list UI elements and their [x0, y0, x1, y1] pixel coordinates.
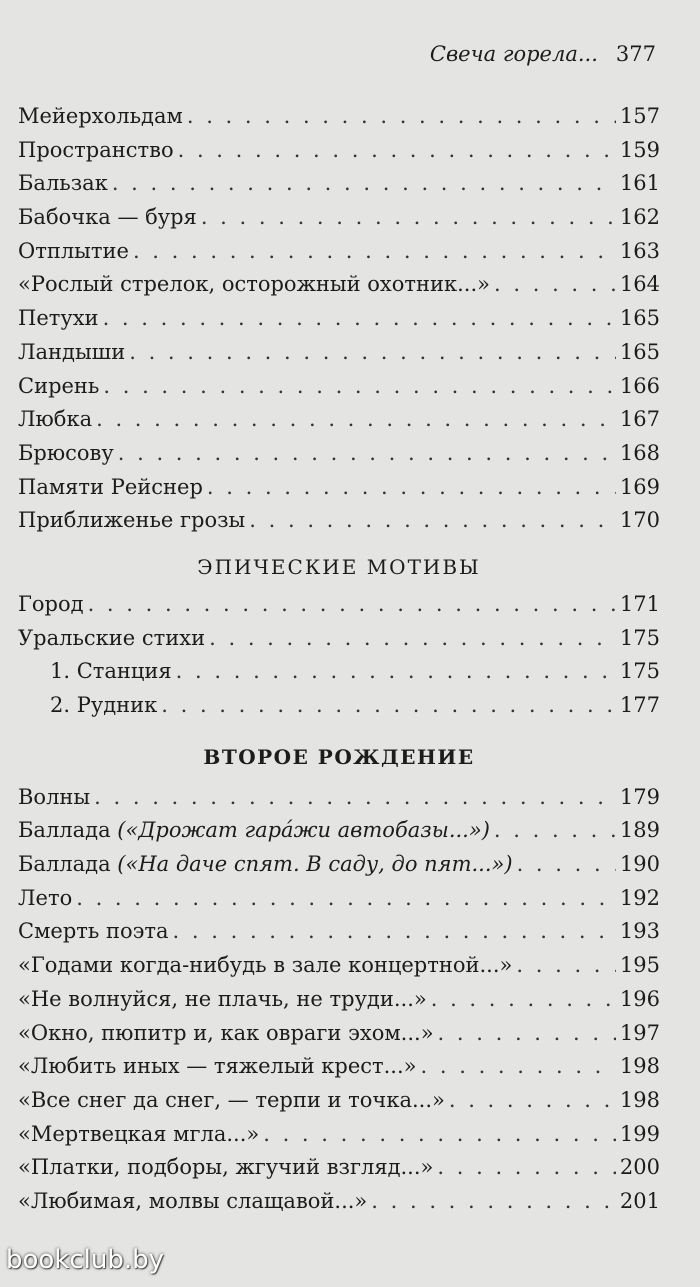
- toc-entry-title: Приближенье грозы: [18, 508, 246, 533]
- toc-entry-page: 177: [619, 693, 660, 717]
- dot-leader: [207, 471, 616, 505]
- toc-entry: [18, 983, 660, 1017]
- toc-entry-page: 169: [619, 474, 660, 499]
- dot-leader: [438, 1017, 616, 1051]
- toc-entry-title: Город: [18, 591, 84, 616]
- dot-leader: [209, 622, 616, 656]
- toc-entry: [18, 370, 660, 404]
- dot-leader: [187, 100, 616, 134]
- toc-entry-page: 192: [619, 885, 660, 910]
- toc-entry-title: Любка: [18, 407, 93, 432]
- toc-entry-title: 1. Станция: [50, 659, 172, 684]
- dot-leader: [76, 882, 616, 916]
- toc-entry-title: Мейерхольдам: [18, 104, 183, 128]
- toc-entry-title: «Мертвецкая мгла...»: [18, 1121, 260, 1146]
- toc-entry-note: («На даче спят. В саду, до пят...»): [117, 852, 513, 877]
- toc-entry-page: 197: [619, 1020, 660, 1045]
- toc-entry-page: 201: [619, 1188, 660, 1213]
- toc-entry: [18, 588, 660, 622]
- toc-entry-page: 157: [619, 104, 660, 128]
- dot-leader: [88, 588, 616, 622]
- toc-entry-page: 162: [619, 205, 660, 230]
- toc-entry-title: Отплытие: [18, 238, 129, 263]
- toc-entry-page: 164: [619, 272, 660, 297]
- running-title: Свеча горела...: [429, 42, 598, 66]
- toc-entry-page: 196: [619, 986, 660, 1011]
- toc-entry-page: 189: [619, 818, 660, 843]
- toc-entry-page: 168: [619, 440, 660, 465]
- toc-entry: [18, 302, 660, 336]
- dot-leader: [516, 949, 616, 983]
- toc-entry: [18, 403, 660, 437]
- toc-entry-title-wrap: [18, 848, 513, 882]
- section-heading-second-birth: ВТОРОЕ РОЖДЕНИЕ: [203, 744, 475, 769]
- toc-entry-title: Смерть поэта: [18, 919, 169, 944]
- toc-entry-page: 167: [619, 407, 660, 432]
- toc-entry-page: 195: [619, 953, 660, 978]
- toc-entry-page: 200: [619, 1155, 660, 1180]
- toc-entry-title: Петухи: [18, 306, 99, 331]
- toc-entry-title: «Рослый стрелок, осторожный охотник...»: [18, 272, 491, 297]
- toc-entry-page: 199: [619, 1121, 660, 1146]
- toc-entry-page: 198: [619, 1054, 660, 1079]
- toc-entry-title: Памяти Рейснер: [18, 474, 203, 499]
- toc-entry-title: 2. Рудник: [50, 693, 158, 717]
- toc-entry-title: «Все снег да снег, — терпи и точка...»: [18, 1087, 445, 1112]
- dot-leader: [161, 689, 616, 723]
- toc-entry: [18, 437, 660, 471]
- toc-entry: [18, 1050, 660, 1084]
- toc-entry-page: 198: [619, 1087, 660, 1112]
- dot-leader: [112, 167, 616, 201]
- toc-entry: [18, 814, 660, 848]
- toc-subentry: [18, 689, 660, 723]
- watermark: bookclub.by: [6, 1245, 165, 1275]
- toc-entry-title: Баллада: [18, 818, 111, 843]
- toc-entry-title: «Любимая, молвы слащавой...»: [18, 1188, 368, 1213]
- toc-entry: [18, 201, 660, 235]
- toc-entry-title: Баллада: [18, 852, 111, 877]
- toc-entry: [18, 1017, 660, 1051]
- toc-entry-page: 190: [619, 852, 660, 877]
- toc-entry-title: Сирень: [18, 373, 100, 398]
- toc-entry: [18, 949, 660, 983]
- toc-entry: [18, 504, 660, 538]
- toc-subentry: [18, 655, 660, 689]
- toc-entry-title: Пространство: [18, 137, 174, 162]
- toc-entry-page: 159: [619, 137, 660, 162]
- toc-entry-title-wrap: [18, 814, 490, 848]
- dot-leader: [371, 1185, 616, 1219]
- dot-leader: [449, 1084, 616, 1118]
- dot-leader: [263, 1118, 616, 1152]
- table-of-contents: [18, 100, 660, 1219]
- toc-entry-title: Бабочка — буря: [18, 205, 197, 230]
- dot-leader: [173, 915, 616, 949]
- page-number: 377: [615, 42, 656, 66]
- toc-entry: [18, 622, 660, 656]
- toc-entry-page: 161: [619, 171, 660, 196]
- toc-entry-page: 171: [619, 591, 660, 616]
- toc-entry: [18, 336, 660, 370]
- toc-entry-page: 193: [619, 919, 660, 944]
- dot-leader: [517, 848, 616, 882]
- toc-entry-page: 163: [619, 238, 660, 263]
- dot-leader: [129, 336, 616, 370]
- toc-entry: [18, 134, 660, 168]
- section-heading-epic-motifs: ЭПИЧЕСКИЕ МОТИВЫ: [197, 554, 481, 579]
- page-header: [430, 42, 656, 66]
- toc-entry: [18, 268, 660, 302]
- dot-leader: [201, 201, 616, 235]
- dot-leader: [103, 370, 616, 404]
- toc-entry: [18, 471, 660, 505]
- toc-entry-page: 165: [619, 306, 660, 331]
- toc-entry-title: Ландыши: [18, 339, 126, 364]
- dot-leader: [96, 403, 616, 437]
- toc-entry-page: 175: [619, 625, 660, 650]
- toc-entry-title: Лето: [18, 885, 73, 910]
- toc-entry-title: Волны: [18, 784, 91, 809]
- toc-entry: [18, 781, 660, 815]
- dot-leader: [437, 1151, 616, 1185]
- dot-leader: [176, 655, 616, 689]
- toc-entry-page: 179: [619, 784, 660, 809]
- toc-entry-page: 175: [619, 659, 660, 684]
- toc-entry-page: 166: [619, 373, 660, 398]
- dot-leader: [103, 302, 616, 336]
- dot-leader: [431, 983, 616, 1017]
- dot-leader: [94, 781, 616, 815]
- toc-entry-page: 165: [619, 339, 660, 364]
- toc-entry: [18, 235, 660, 269]
- toc-entry-title: Бальзак: [18, 171, 108, 196]
- toc-entry-title: Брюсову: [18, 440, 114, 465]
- toc-entry-title: «Годами когда-нибудь в зале концертной...»: [18, 953, 513, 978]
- dot-leader: [494, 814, 616, 848]
- toc-entry-title: «Окно, пюпитр и, как овраги эхом...»: [18, 1020, 434, 1045]
- toc-entry: [18, 1185, 660, 1219]
- toc-entry-note: («Дрожат гара́жи автобазы...»): [117, 818, 490, 843]
- toc-entry: [18, 100, 660, 134]
- toc-entry-title: «Платки, подборы, жгучий взгляд...»: [18, 1155, 434, 1180]
- toc-entry-page: 170: [619, 508, 660, 533]
- dot-leader: [118, 437, 616, 471]
- toc-entry: [18, 1151, 660, 1185]
- toc-entry-title: «Любить иных — тяжелый крест...»: [18, 1054, 417, 1079]
- dot-leader: [249, 504, 616, 538]
- toc-entry: [18, 1118, 660, 1152]
- dot-leader: [133, 235, 616, 269]
- toc-entry-title: Уральские стихи: [18, 625, 206, 650]
- dot-leader: [421, 1050, 616, 1084]
- dot-leader: [494, 268, 616, 302]
- toc-entry-title: «Не волнуйся, не плачь, не труди...»: [18, 986, 427, 1011]
- dot-leader: [178, 134, 616, 168]
- toc-entry: [18, 848, 660, 882]
- toc-entry: [18, 915, 660, 949]
- toc-entry: [18, 1084, 660, 1118]
- toc-entry: [18, 882, 660, 916]
- toc-entry: [18, 167, 660, 201]
